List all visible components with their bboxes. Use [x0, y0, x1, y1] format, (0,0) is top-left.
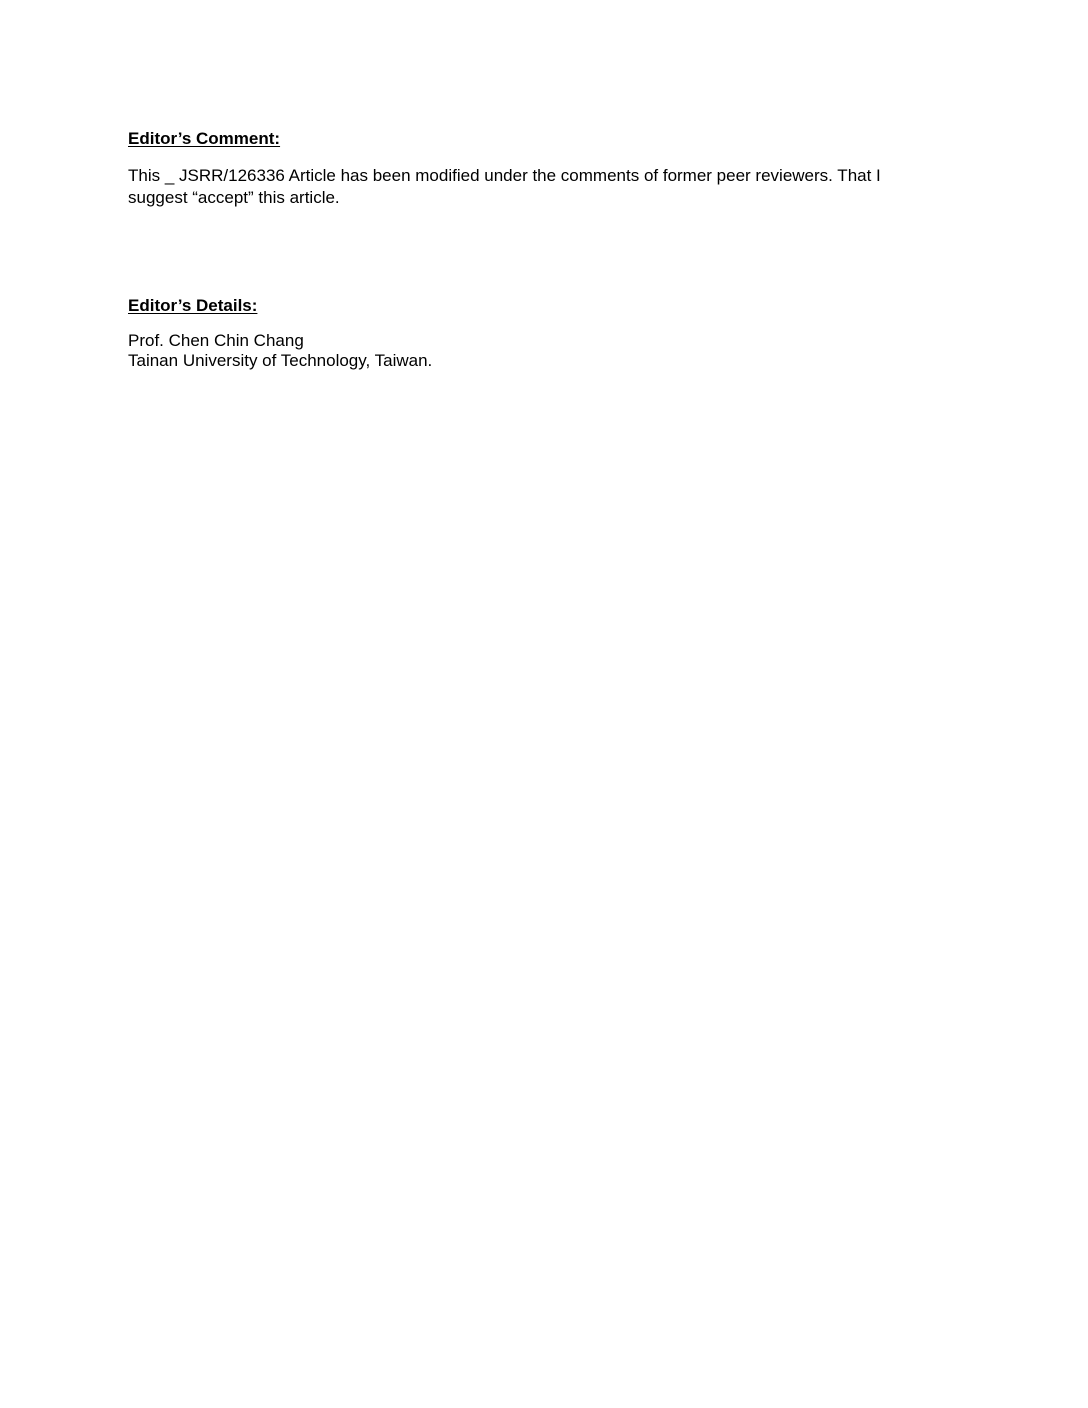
editor-comment-text — [128, 165, 948, 209]
comment-line: suggest “accept” this article. — [128, 188, 340, 207]
editor-details-text — [128, 331, 948, 371]
editor-comment-section — [128, 128, 948, 209]
editor-name: Prof. Chen Chin Chang — [128, 331, 304, 350]
editor-details-section — [128, 295, 948, 371]
editor-comment-heading: Editor’s Comment: — [128, 129, 281, 148]
editor-affiliation: Tainan University of Technology, Taiwan. — [128, 351, 433, 370]
editor-details-heading: Editor’s Details: — [128, 296, 258, 315]
comment-line: This _ JSRR/126336 Article has been modified under the comments of former peer reviewers. That I — [128, 166, 881, 185]
